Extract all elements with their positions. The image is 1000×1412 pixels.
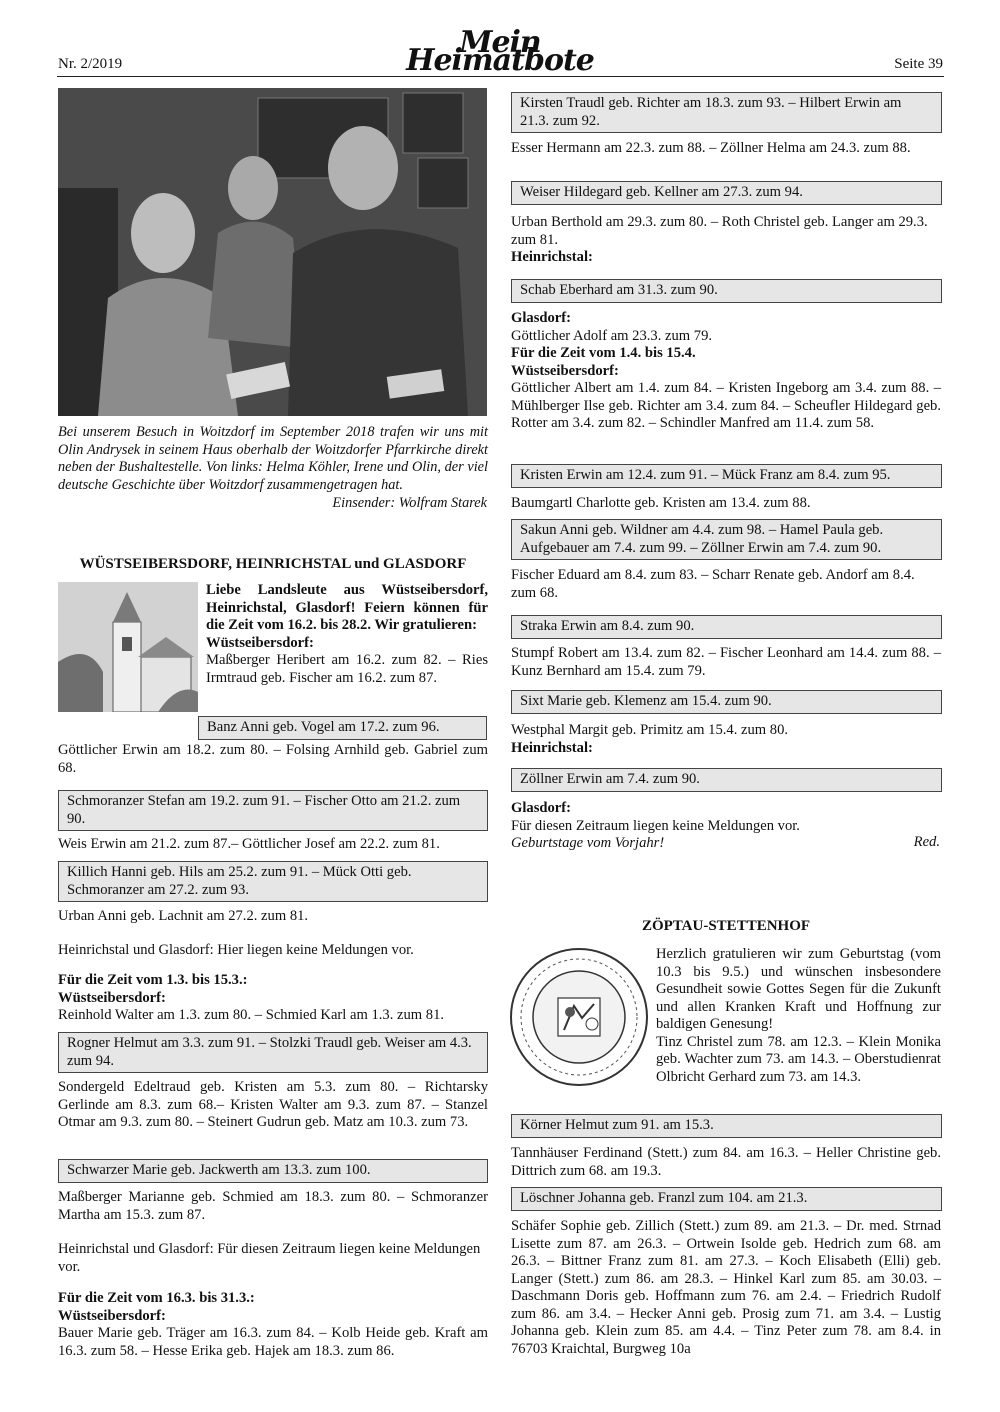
birthday-entry: Maßberger Heribert am 16.2. zum 82. – Ries Irmtraud geb. Fischer am 16.2. zum 87. <box>206 652 488 686</box>
subheading-wuestseibersdorf: Wüstseibersdorf: <box>206 634 314 651</box>
subheading-wuestseibersdorf: Wüstseibersdorf: <box>58 1307 166 1324</box>
issue-number: Nr. 2/2019 <box>58 56 123 72</box>
subheading-wuestseibersdorf: Wüstseibersdorf: <box>58 989 166 1006</box>
highlight-box: Banz Anni geb. Vogel am 17.2. zum 96. <box>198 716 487 740</box>
birthday-entry: Baumgartl Charlotte geb. Kristen am 13.4. zum 88. <box>511 495 811 511</box>
no-reports-note: Heinrichstal und Glasdorf: Für diesen Zeitraum liegen keine Meldungen vor. <box>58 1241 481 1275</box>
section-heading <box>58 556 488 574</box>
subheading-heinrichstal: Heinrichstal: <box>511 249 593 265</box>
birthday-entry: Schäfer Sophie geb. Zillich (Stett.) zum 89. am 21.3. – Dr. med. Strnad Lisette zum 87. am 26.3. – Ortwein Isolde geb. Hedrich zum 68. am 26.3. – Bittner Franz zum 81. am 27.3. – Koch Elisabeth (Elli) geb. Langer (Stett.) zum 86. am 28.3. – Hinkel Karl zum 85. am 30.03. – Daschmann Doris geb. Hoffmann zum 76. am 2.4. – Friedrich Rudolf zum 86. am 3.4. – Hecker Anni geb. Prosig zum 71. am 3.4. – Lustig Johanna geb. Klein zum 85. am 4.4. – Tinz Peter zum 78. am 8.4. in 76703 Kraichtal, Burgweg 10a <box>511 1218 941 1357</box>
subheading-glasdorf: Glasdorf: <box>511 800 571 816</box>
photo-illustration <box>58 88 487 416</box>
highlight-box: Schmoranzer Stefan am 19.2. zum 91. – Fischer Otto am 21.2. zum 90. <box>58 790 488 831</box>
highlight-box: Körner Helmut zum 91. am 15.3. <box>511 1114 942 1138</box>
highlight-box: Sixt Marie geb. Klemenz am 15.4. zum 90. <box>511 690 942 714</box>
page-number: Seite 39 <box>894 56 943 72</box>
section-title: WÜSTSEIBERSDORF, HEINRICHSTAL und GLASDORF <box>79 556 467 572</box>
birthday-entry: Maßberger Marianne geb. Schmied am 18.3. zum 80. – Schmoranzer Martha am 15.3. zum 87. <box>58 1189 488 1223</box>
header-rule <box>57 76 944 77</box>
footnote: Geburtstage vom Vorjahr! <box>511 835 665 851</box>
section-title: ZÖPTAU-STETTENHOF <box>641 918 811 934</box>
photo-credit: Einsender: Wolfram Starek <box>332 495 487 511</box>
seal-emblem <box>508 946 650 1088</box>
highlight-box: Kristen Erwin am 12.4. zum 91. – Mück Franz am 8.4. zum 95. <box>511 464 942 488</box>
subheading-wuestseibersdorf: Wüstseibersdorf: <box>511 362 619 379</box>
highlight-box: Zöllner Erwin am 7.4. zum 90. <box>511 768 942 792</box>
highlight-box: Schab Eberhard am 31.3. zum 90. <box>511 279 942 303</box>
period-heading: Für die Zeit vom 1.3. bis 15.3.: <box>58 972 248 988</box>
highlight-box: Kirsten Traudl geb. Richter am 18.3. zum 93. – Hilbert Erwin am 21.3. zum 92. <box>511 92 942 133</box>
birthday-entry: Göttlicher Adolf am 23.3. zum 79. <box>511 327 713 344</box>
birthday-entry: Tinz Christel zum 78. am 12.3. – Klein Monika geb. Wachter zum 73. am 14.3. – Oberstudienrat Olbricht Gerhard zum 73. am 14.3. <box>656 1033 941 1085</box>
birthday-entry: Fischer Eduard am 8.4. zum 83. – Scharr Renate geb. Andorf am 8.4. zum 68. <box>511 567 915 601</box>
birthday-entry: Bauer Marie geb. Träger am 16.3. zum 84. – Kolb Heide geb. Kraft am 16.3. zum 58. – Hesse Erika geb. Hajek am 18.3. zum 86. <box>58 1325 488 1359</box>
birthday-entry: Reinhold Walter am 1.3. zum 80. – Schmied Karl am 1.3. zum 81. <box>58 1007 445 1023</box>
highlight-box: Weiser Hildegard geb. Kellner am 27.3. zum 94. <box>511 181 942 205</box>
no-reports-note: Für diesen Zeitraum liegen keine Meldungen vor. <box>511 817 800 834</box>
municipal-seal <box>508 946 650 1088</box>
editor-signature: Red. <box>913 834 940 850</box>
masthead-logo: Mein Heimatbote <box>406 25 594 78</box>
photo-caption: Bei unserem Besuch in Woitzdorf im September 2018 trafen wir uns mit Olin Andrysek in seinem Haus oberhalb der Woitzdorfer Pfarrkirche direkt neben der Bushaltestelle. Von links: Helma Köhler, Irene und Olin, der viel deutsche Geschichte über Woitzdorf zusammengetragen hat. <box>58 424 488 493</box>
period-heading: Für die Zeit vom 1.4. bis 15.4. <box>511 345 696 361</box>
highlight-box: Löschner Johanna geb. Franzl zum 104. am 21.3. <box>511 1187 942 1211</box>
highlight-box: Straka Erwin am 8.4. zum 90. <box>511 615 942 639</box>
birthday-entry: Urban Anni geb. Lachnit am 27.2. zum 81. <box>58 908 309 924</box>
highlight-box: Rogner Helmut am 3.3. zum 91. – Stolzki Traudl geb. Weiser am 4.3. zum 94. <box>58 1032 488 1073</box>
birthday-entry: Stumpf Robert am 13.4. zum 82. – Fischer Leonhard am 14.4. zum 88. – Kunz Bernhard am 15.4. zum 79. <box>511 645 941 679</box>
church-photo <box>58 582 198 712</box>
birthday-entry: Westphal Margit geb. Primitz am 15.4. zum 80. <box>511 722 789 738</box>
birthday-entry: Sondergeld Edeltraud geb. Kristen am 5.3. zum 80. – Richtarsky Gerlinde am 8.3. zum 68.– Kristen Walter am 9.3. zum 87. – Stanzel Otmar am 9.3. zum 80. – Steinert Gudrun geb. Matz am 10.3. zum 73. <box>58 1079 488 1130</box>
birthday-entry: Weis Erwin am 21.2. zum 87.– Göttlicher Josef am 22.2. zum 81. <box>58 836 440 852</box>
no-reports-note: Heinrichstal und Glasdorf: Hier liegen keine Meldungen vor. <box>58 942 414 958</box>
birthday-entry: Urban Berthold am 29.3. zum 80. – Roth Christel geb. Langer am 29.3. zum 81. <box>511 214 928 248</box>
group-photo <box>58 88 487 416</box>
period-heading: Für die Zeit vom 16.3. bis 31.3.: <box>58 1290 255 1306</box>
church-illustration <box>58 582 198 712</box>
highlight-box: Schwarzer Marie geb. Jackwerth am 13.3. zum 100. <box>58 1159 488 1183</box>
highlight-box: Killich Hanni geb. Hils am 25.2. zum 91. – Mück Otti geb. Schmoranzer am 27.2. zum 93. <box>58 861 488 902</box>
birthday-entry: Göttlicher Albert am 1.4. zum 84. – Kristen Ingeborg am 3.4. zum 88. – Mühlberger Ilse geb. Richter am 3.4. zum 84. – Scheufler Hildegard geb. Rotter am 3.4. zum 82. – Schindler Manfred am 11.4. zum 58. <box>511 380 941 431</box>
birthday-entry: Esser Hermann am 22.3. zum 88. – Zöllner Helma am 24.3. zum 88. <box>511 140 911 156</box>
section-heading <box>511 918 941 936</box>
greeting-text: Liebe Landsleute aus Wüstseibersdorf, Heinrichstal, Glasdorf! Feiern können für die Zeit vom 16.2. bis 28.2. Wir gratulieren: <box>206 582 488 633</box>
subheading-glasdorf: Glasdorf: <box>511 310 571 326</box>
birthday-entry: Göttlicher Erwin am 18.2. zum 80. – Folsing Arnhild geb. Gabriel zum 68. <box>58 742 488 776</box>
birthday-entry: Tannhäuser Ferdinand (Stett.) zum 84. am 16.3. – Heller Christine geb. Dittrich zum 68. am 19.3. <box>511 1145 941 1179</box>
highlight-box: Sakun Anni geb. Wildner am 4.4. zum 98. – Hamel Paula geb. Aufgebauer am 7.4. zum 99. – Zöllner Erwin am 7.4. zum 90. <box>511 519 942 560</box>
congratulation-text: Herzlich gratulieren wir zum Geburtstag (vom 10.3 bis 9.5.) und wünschen insbesondere Gesundheit sowie Gottes Segen für die Zukunft und allen Kranken Kraft und Hoffnung zur baldigen Genesung! <box>656 946 941 1032</box>
subheading-heinrichstal: Heinrichstal: <box>511 739 593 756</box>
